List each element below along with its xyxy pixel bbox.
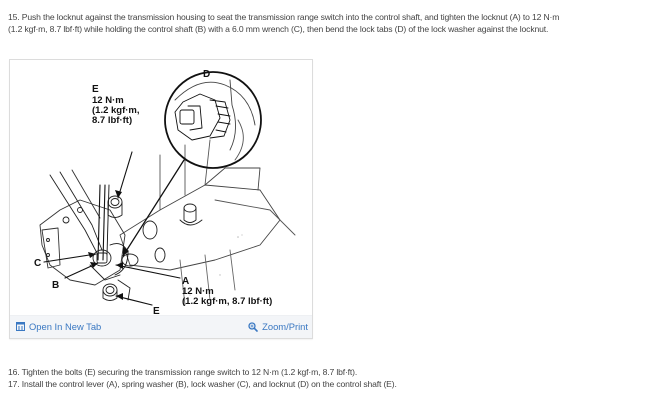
open-in-new-tab-label: Open In New Tab [29, 321, 102, 332]
callout-e-top-metric: (1.2 kgf·m, [92, 105, 140, 116]
callout-a-torque: 12 N·m [182, 286, 214, 297]
callout-a-letter: A [182, 276, 190, 287]
transmission-range-switch-diagram [10, 60, 312, 315]
diagram-figure [9, 59, 313, 339]
step-15-text [8, 11, 559, 35]
callout-e-top-letter: E [92, 84, 99, 95]
callout-e-top-torque: 12 N·m [92, 95, 124, 106]
callout-a-spec: (1.2 kgf·m, 8.7 lbf·ft) [182, 296, 273, 307]
figure-footer-bar [10, 315, 312, 338]
zoom-print-link[interactable] [248, 321, 308, 332]
callout-d-letter: D [203, 69, 211, 80]
callout-b-letter: B [52, 280, 60, 291]
step-15-line-2: (1.2 kgf·m, 8.7 lbf·ft) while holding the control shaft (B) with a 6.0 mm wrench (C), then bend the lock tabs (D) of the lock washer against the locknut. [8, 24, 549, 34]
open-in-new-tab-link[interactable] [16, 321, 101, 332]
magnifier-icon [248, 322, 258, 332]
callout-e-bottom-letter: E [153, 306, 160, 315]
callout-e-top-imperial: 8.7 lbf·ft) [92, 115, 133, 126]
step-15-line-1: 15. Push the locknut against the transmission housing to seat the transmission range switch into the control shaft, and tighten the locknut (A) to 12 N·m [8, 12, 560, 22]
callout-c-letter: C [34, 258, 42, 269]
zoom-print-label: Zoom/Print [262, 321, 308, 332]
step-16-text: 16. Tighten the bolts (E) securing the transmission range switch to 12 N·m (1.2 kgf·m, 8.7 lbf·ft). [8, 367, 358, 377]
open-new-tab-icon [16, 322, 25, 331]
step-17-text: 17. Install the control lever (A), spring washer (B), lock washer (C), and locknut (D) on the control shaft (E). [8, 379, 397, 389]
